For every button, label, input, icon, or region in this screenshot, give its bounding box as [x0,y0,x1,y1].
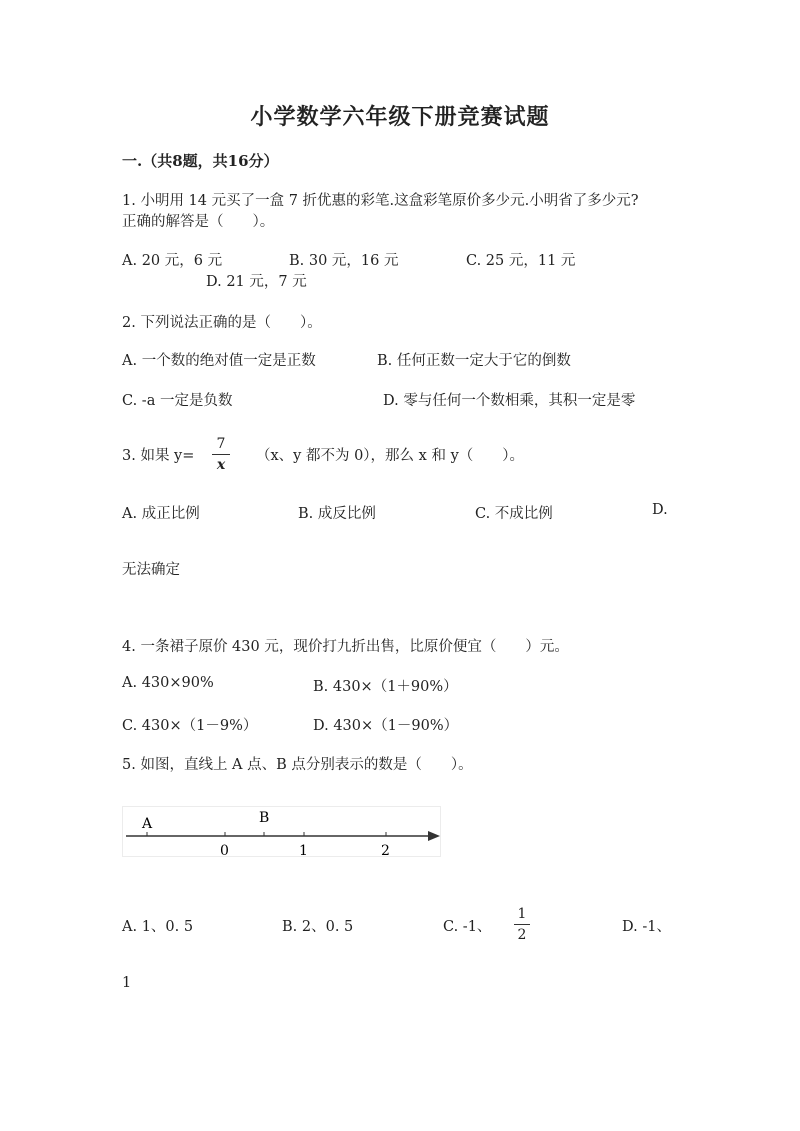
q5-option-d-wrap: 1 [122,975,132,991]
q5-fraction-denominator: 2 [517,927,527,943]
q5-stem: 5. 如图，直线上 A 点、B 点分别表示的数是（ ）。 [122,757,473,773]
q1-option-c: C. 25 元，11 元 [466,253,576,269]
page-title: 小学数学六年级下册竞赛试题 [250,104,550,130]
q1-option-d: D. 21 元，7 元 [206,274,307,290]
point-label-b: B [259,810,270,826]
q3-fraction-denominator: x [216,457,226,473]
q3-option-d: D. [652,502,668,518]
q4-option-a: A. 430×90% [122,675,214,691]
q3-option-d-wrap: 无法确定 [122,562,180,578]
number-line-figure [122,806,442,858]
q1-stem-line2: 正确的解答是（ ）。 [122,214,275,230]
fraction-bar [212,454,230,455]
q3-fraction [212,436,230,473]
q4-option-d: D. 430×（1－90%） [313,718,459,734]
q2-stem: 2. 下列说法正确的是（ ）。 [122,315,322,331]
q2-option-a: A. 一个数的绝对值一定是正数 [122,353,316,369]
q5-option-c: C. -1、 [443,919,492,935]
q4-option-b: B. 430×（1＋90%） [313,679,458,695]
q3-option-c: C. 不成比例 [475,506,553,522]
tick-label-0: 0 [220,843,229,858]
q3-option-b: B. 成反比例 [298,506,376,522]
q5-option-a: A. 1、0. 5 [122,919,194,935]
point-label-a: A [142,816,153,832]
q1-stem-line1: 1. 小明用 14 元买了一盒 7 折优惠的彩笔.这盒彩笔原价多少元.小明省了多少元? [122,193,639,209]
q3-fraction-numerator: 7 [216,436,226,452]
q3-option-a: A. 成正比例 [122,506,200,522]
tick-label-2: 2 [381,843,390,858]
fraction-bar [514,924,530,925]
q5-option-c-fraction [514,906,530,943]
q3-stem-suffix: （x、y 都不为 0），那么 x 和 y（ ）。 [256,448,525,464]
q4-stem: 4. 一条裙子原价 430 元，现价打九折出售，比原价便宜（ ）元。 [122,639,569,655]
q1-option-a: A. 20 元，6 元 [122,253,223,269]
q5-option-d: D. -1、 [622,919,671,935]
q5-option-b: B. 2、0. 5 [282,919,354,935]
q2-option-b: B. 任何正数一定大于它的倒数 [377,353,571,369]
section-header: 一.（共8题，共16分） [122,152,279,170]
q3-stem-prefix: 3. 如果 y= [122,448,195,464]
figure-frame [123,807,441,857]
arrow-head-icon [428,831,440,841]
q5-fraction-numerator: 1 [517,906,527,922]
q2-option-c: C. -a 一定是负数 [122,393,233,409]
q4-option-c: C. 430×（1－9%） [122,718,258,734]
q1-option-b: B. 30 元，16 元 [289,253,399,269]
q2-option-d: D. 零与任何一个数相乘，其积一定是零 [383,393,636,409]
tick-label-1: 1 [299,843,308,858]
